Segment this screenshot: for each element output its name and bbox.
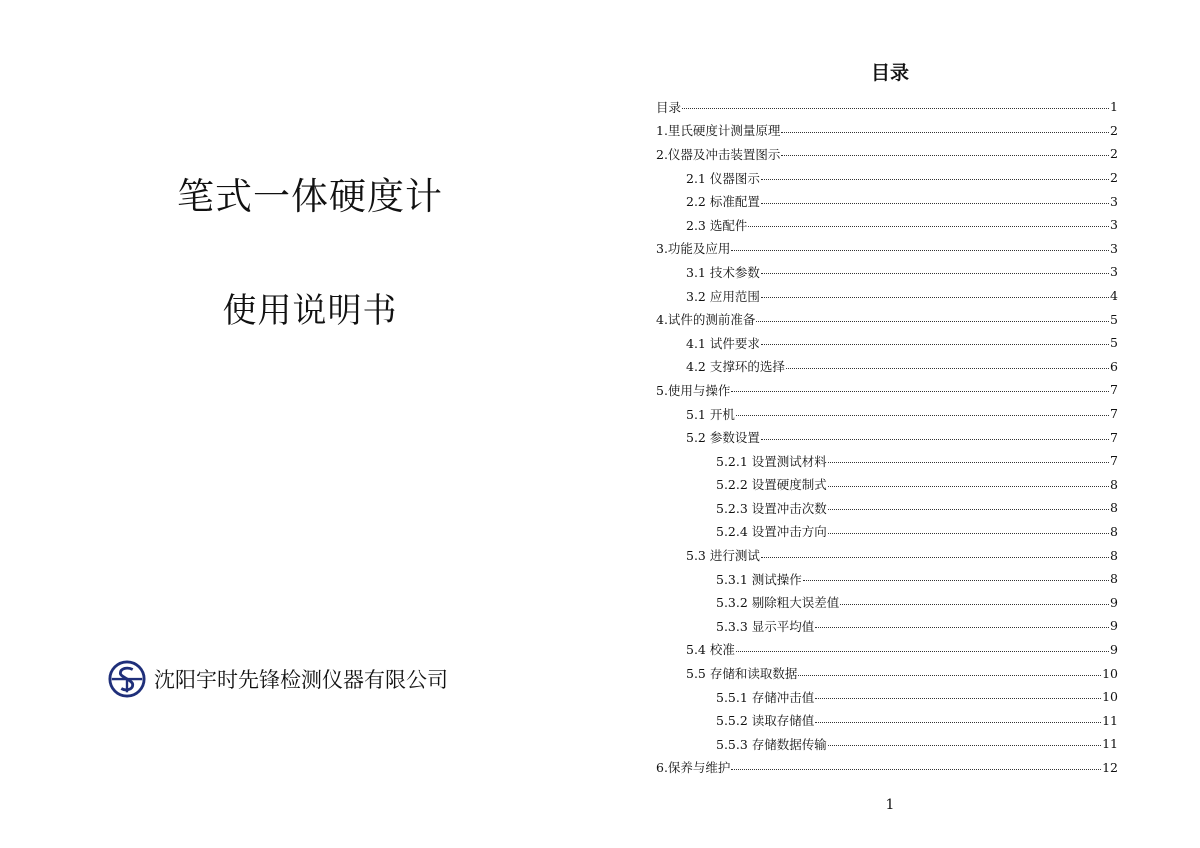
toc-entry-label: 3.功能及应用 [656,241,731,257]
toc-entry-page: 8 [1110,547,1118,563]
toc-entry-page: 4 [1110,288,1118,304]
toc-dot-leader [761,203,1109,204]
toc-entry-page: 3 [1110,240,1118,256]
toc-entry[interactable] [656,331,1118,355]
toc-entry[interactable] [656,119,1118,143]
toc-entry-label: 5.3.2 剔除粗大误差值 [716,595,840,611]
toc-entry-label: 2.仪器及冲击装置图示 [656,146,781,162]
toc-entry-page: 2 [1110,146,1118,162]
toc-entry-label: 5.1 开机 [686,406,735,422]
toc-entry-page: 7 [1110,406,1118,422]
toc-entry[interactable] [656,260,1118,284]
toc-entry-page: 7 [1110,429,1118,445]
toc-entry-page: 2 [1110,122,1118,138]
toc-entry-page: 11 [1102,712,1118,728]
toc-entry-page: 5 [1110,335,1118,351]
toc-entry[interactable] [656,402,1118,426]
toc-entry-page: 5 [1110,311,1118,327]
toc-entry[interactable] [656,685,1118,709]
toc-entry[interactable] [656,355,1118,379]
toc-entry-page: 3 [1110,217,1118,233]
toc-dot-leader [828,486,1109,487]
toc-entry[interactable] [656,567,1118,591]
toc-list [656,95,1118,779]
toc-entry-page: 8 [1110,476,1118,492]
toc-dot-leader [756,321,1109,322]
toc-entry-label: 5.2.2 设置硬度制式 [716,477,827,493]
toc-entry-label: 5.3 进行测试 [686,548,760,564]
toc-entry-label: 5.2.3 设置冲击次数 [716,500,827,516]
toc-dot-leader [803,580,1109,581]
toc-entry[interactable] [656,732,1118,756]
company-block [108,660,448,698]
toc-entry[interactable] [656,614,1118,638]
toc-entry[interactable] [656,166,1118,190]
toc-entry-label: 5.5.3 存储数据传输 [716,736,827,752]
toc-entry[interactable] [656,661,1118,685]
toc-dot-leader [798,675,1101,676]
toc-entry-page: 9 [1110,641,1118,657]
toc-entry-page: 3 [1110,193,1118,209]
toc-entry[interactable] [656,708,1118,732]
toc-entry[interactable] [656,142,1118,166]
toc-entry[interactable] [656,307,1118,331]
page-number: 1 [885,797,895,813]
toc-entry[interactable] [656,496,1118,520]
toc-entry-page: 3 [1110,264,1118,280]
toc-entry-label: 目录 [656,99,682,115]
toc-entry[interactable] [656,189,1118,213]
toc-entry-page: 8 [1110,500,1118,516]
toc-heading: 目录 [870,62,909,84]
toc-entry-page: 12 [1102,759,1118,775]
toc-dot-leader [736,415,1109,416]
toc-dot-leader [840,604,1109,605]
toc-entry[interactable] [656,520,1118,544]
company-logo-icon [108,660,146,698]
toc-entry-page: 1 [1110,99,1118,115]
toc-entry-page: 10 [1102,689,1118,705]
toc-entry[interactable] [656,425,1118,449]
toc-dot-leader [761,273,1109,274]
toc-dot-leader [815,627,1109,628]
toc-entry-label: 6.保养与维护 [656,760,731,776]
toc-entry-page: 7 [1110,382,1118,398]
company-name: 沈阳宇时先锋检测仪器有限公司 [154,668,448,692]
toc-entry-page: 8 [1110,571,1118,587]
toc-entry-page: 10 [1102,665,1118,681]
toc-dot-leader [736,651,1109,652]
toc-dot-leader [682,108,1109,109]
toc-entry-page: 7 [1110,453,1118,469]
toc-entry-label: 4.2 支撑环的选择 [686,359,785,375]
toc-entry[interactable] [656,473,1118,497]
toc-entry[interactable] [656,95,1118,119]
toc-entry[interactable] [656,237,1118,261]
toc-dot-leader [815,722,1101,723]
toc-entry-label: 3.2 应用范围 [686,288,760,304]
toc-dot-leader [828,745,1101,746]
toc-entry-label: 5.5 存储和读取数据 [686,666,798,682]
toc-entry-label: 5.5.2 读取存储值 [716,713,815,729]
toc-entry[interactable] [656,449,1118,473]
toc-dot-leader [781,155,1109,156]
toc-entry[interactable] [656,590,1118,614]
cover-subtitle: 使用说明书 [222,291,398,331]
toc-entry-label: 2.1 仪器图示 [686,170,760,186]
toc-entry-label: 2.3 选配件 [686,217,748,233]
toc-dot-leader [828,533,1109,534]
toc-entry-label: 3.1 技术参数 [686,264,760,280]
toc-entry-page: 9 [1110,594,1118,610]
cover-title: 笔式一体硬度计 [177,175,443,218]
toc-entry[interactable] [656,638,1118,662]
toc-entry-page: 6 [1110,358,1118,374]
toc-dot-leader [731,250,1109,251]
toc-entry-page: 9 [1110,618,1118,634]
toc-entry-label: 5.2 参数设置 [686,430,760,446]
toc-entry[interactable] [656,213,1118,237]
toc-entry-page: 8 [1110,523,1118,539]
toc-dot-leader [786,368,1109,369]
toc-dot-leader [761,439,1109,440]
toc-entry-label: 5.5.1 存储冲击值 [716,689,815,705]
toc-entry[interactable] [656,756,1118,780]
toc-entry-label: 1.里氏硬度计测量原理 [656,123,781,139]
toc-dot-leader [761,344,1109,345]
toc-dot-leader [781,132,1109,133]
toc-entry-label: 5.2.4 设置冲击方向 [716,524,827,540]
toc-entry-label: 5.3.3 显示平均值 [716,618,815,634]
toc-entry[interactable] [656,284,1118,308]
toc-dot-leader [748,226,1109,227]
toc-entry-label: 5.3.1 测试操作 [716,571,802,587]
toc-entry[interactable] [656,543,1118,567]
toc-dot-leader [731,769,1101,770]
toc-dot-leader [761,179,1109,180]
toc-entry-label: 4.试件的测前准备 [656,312,756,328]
toc-dot-leader [828,462,1109,463]
toc-dot-leader [815,698,1101,699]
toc-dot-leader [828,509,1109,510]
toc-entry-label: 4.1 试件要求 [686,335,760,351]
toc-entry-page: 2 [1110,170,1118,186]
toc-entry-label: 5.4 校准 [686,642,735,658]
toc-entry[interactable] [656,378,1118,402]
toc-entry-label: 5.2.1 设置测试材料 [716,453,827,469]
toc-entry-label: 5.使用与操作 [656,382,731,398]
toc-dot-leader [761,557,1109,558]
toc-entry-page: 11 [1102,736,1118,752]
toc-dot-leader [761,297,1109,298]
toc-dot-leader [731,391,1109,392]
toc-entry-label: 2.2 标准配置 [686,194,760,210]
